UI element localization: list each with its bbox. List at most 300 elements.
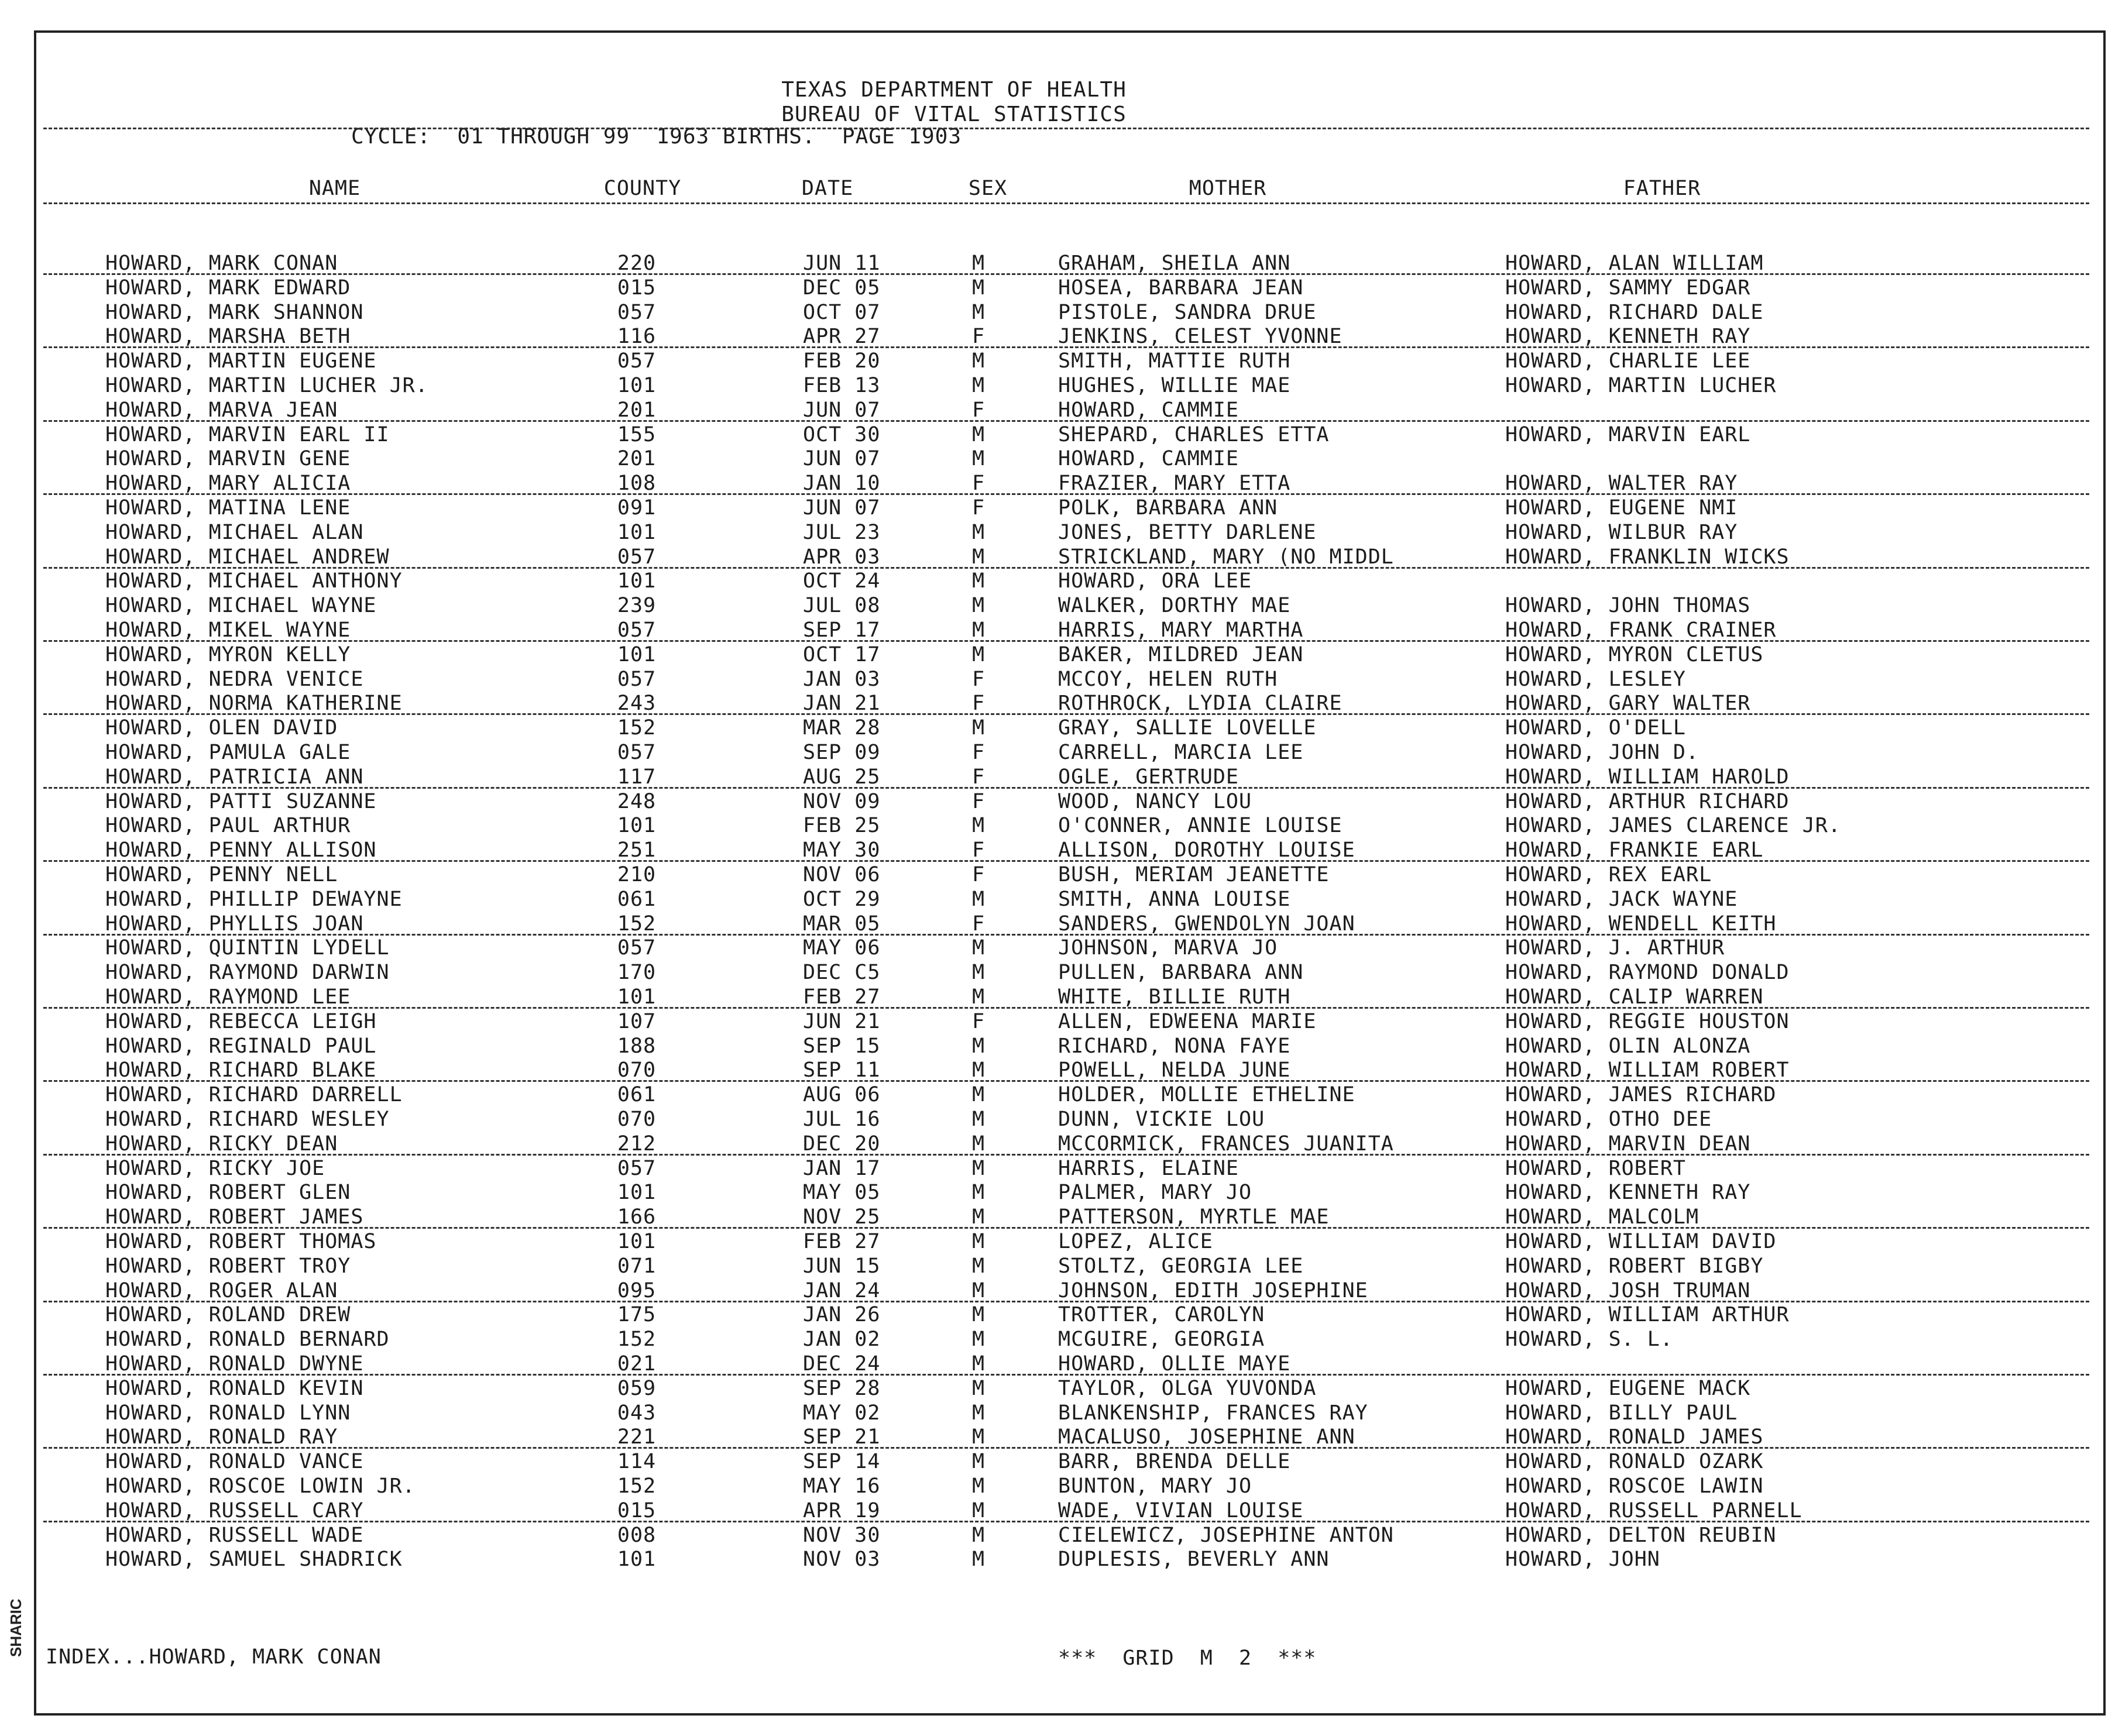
record-date: OCT 30 xyxy=(803,422,881,446)
record-sex: F xyxy=(971,741,986,764)
record-county: 239 xyxy=(617,594,657,618)
record-sex: M xyxy=(971,716,986,740)
record-date: FEB 27 xyxy=(803,1230,881,1253)
record-name: HOWARD, MARVA JEAN xyxy=(105,398,338,422)
record-date: MAY 16 xyxy=(803,1474,881,1498)
record-mother: FRAZIER, MARY ETTA xyxy=(1058,472,1291,496)
record-sex: M xyxy=(971,1254,986,1278)
record-mother: CARRELL, MARCIA LEE xyxy=(1058,741,1304,764)
record-mother: SMITH, ANNA LOUISE xyxy=(1058,887,1291,911)
header-rule xyxy=(43,128,2089,129)
record-sex: M xyxy=(971,1132,986,1156)
record-father: HOWARD, CALIP WARREN xyxy=(1505,985,1764,1009)
record-name: HOWARD, MARVIN GENE xyxy=(105,447,351,471)
record-name: HOWARD, MARTIN EUGENE xyxy=(105,349,377,373)
record-mother: HOWARD, CAMMIE xyxy=(1058,398,1240,422)
record-mother: HUGHES, WILLIE MAE xyxy=(1058,374,1291,397)
record-name: HOWARD, ROLAND DREW xyxy=(105,1303,351,1327)
record-mother: ALLEN, EDWEENA MARIE xyxy=(1058,1009,1317,1033)
record-name: HOWARD, ROBERT THOMAS xyxy=(105,1230,377,1253)
record-name: HOWARD, MICHAEL ANTHONY xyxy=(105,569,403,593)
record-mother: BARR, BRENDA DELLE xyxy=(1058,1450,1291,1474)
record-county: 117 xyxy=(617,765,657,789)
record-father: HOWARD, ROBERT BIGBY xyxy=(1505,1254,1764,1278)
record-sex: M xyxy=(971,642,986,666)
row-group-rule xyxy=(43,1080,2089,1082)
record-date: NOV 06 xyxy=(803,863,881,886)
record-name: HOWARD, MYRON KELLY xyxy=(105,642,351,666)
record-mother: MACALUSO, JOSEPHINE ANN xyxy=(1058,1425,1355,1449)
record-county: 175 xyxy=(617,1303,657,1327)
record-father: HOWARD, JAMES CLARENCE JR. xyxy=(1505,814,1841,838)
record-father: HOWARD, RONALD OZARK xyxy=(1505,1450,1764,1474)
record-mother: MCCORMICK, FRANCES JUANITA xyxy=(1058,1132,1394,1156)
record-date: JAN 21 xyxy=(803,692,881,716)
record-name: HOWARD, RONALD DWYNE xyxy=(105,1352,364,1376)
record-name: HOWARD, PATRICIA ANN xyxy=(105,765,364,789)
col-header-county: COUNTY xyxy=(603,177,682,200)
record-father: HOWARD, MARTIN LUCHER xyxy=(1505,374,1777,397)
record-date: OCT 29 xyxy=(803,887,881,911)
record-date: JUN 07 xyxy=(803,496,881,520)
record-mother: STRICKLAND, MARY (NO MIDDL xyxy=(1058,545,1394,569)
record-sex: M xyxy=(971,1205,986,1229)
record-father: HOWARD, DELTON REUBIN xyxy=(1505,1523,1777,1547)
record-sex: M xyxy=(971,422,986,446)
record-sex: M xyxy=(971,374,986,397)
row-group-rule xyxy=(43,493,2089,495)
record-father: HOWARD, O'DELL xyxy=(1505,716,1687,740)
record-county: 114 xyxy=(617,1450,657,1474)
row-group-rule xyxy=(43,1521,2089,1522)
record-mother: MCCOY, HELEN RUTH xyxy=(1058,667,1278,691)
record-sex: M xyxy=(971,1425,986,1449)
record-sex: M xyxy=(971,814,986,838)
record-date: DEC 05 xyxy=(803,276,881,300)
grid-line: *** GRID M 2 *** xyxy=(1058,1646,1317,1670)
record-county: 101 xyxy=(617,642,657,666)
record-county: 101 xyxy=(617,569,657,593)
record-sex: M xyxy=(971,961,986,985)
record-sex: M xyxy=(971,1278,986,1302)
record-sex: M xyxy=(971,1328,986,1352)
record-name: HOWARD, MARSHA BETH xyxy=(105,325,351,349)
record-father: HOWARD, MALCOLM xyxy=(1505,1205,1699,1229)
record-sex: M xyxy=(971,1058,986,1082)
record-date: SEP 14 xyxy=(803,1450,881,1474)
record-name: HOWARD, RONALD KEVIN xyxy=(105,1376,364,1400)
record-date: JAN 17 xyxy=(803,1156,881,1180)
record-date: AUG 06 xyxy=(803,1083,881,1107)
record-father: HOWARD, WILLIAM DAVID xyxy=(1505,1230,1777,1253)
record-date: FEB 25 xyxy=(803,814,881,838)
record-mother: JOHNSON, MARVA JO xyxy=(1058,936,1278,960)
record-county: 248 xyxy=(617,789,657,813)
record-date: SEP 09 xyxy=(803,741,881,764)
record-mother: HOWARD, CAMMIE xyxy=(1058,447,1240,471)
record-mother: BUSH, MERIAM JEANETTE xyxy=(1058,863,1330,886)
record-date: FEB 13 xyxy=(803,374,881,397)
record-county: 210 xyxy=(617,863,657,886)
side-label: SHARIC xyxy=(7,1599,25,1657)
record-mother: ALLISON, DOROTHY LOUISE xyxy=(1058,838,1355,862)
record-name: HOWARD, MICHAEL ANDREW xyxy=(105,545,390,569)
record-name: HOWARD, RAYMOND DARWIN xyxy=(105,961,390,985)
record-mother: PALMER, MARY JO xyxy=(1058,1181,1252,1205)
record-father: HOWARD, S. L. xyxy=(1505,1328,1673,1352)
row-group-rule xyxy=(43,273,2089,275)
record-name: HOWARD, MARK CONAN xyxy=(105,252,338,275)
record-mother: ROTHROCK, LYDIA CLAIRE xyxy=(1058,692,1343,716)
record-date: JAN 03 xyxy=(803,667,881,691)
col-header-name: NAME xyxy=(308,177,361,200)
record-sex: F xyxy=(971,838,986,862)
record-county: 101 xyxy=(617,1230,657,1253)
record-date: SEP 17 xyxy=(803,618,881,642)
record-county: 057 xyxy=(617,936,657,960)
record-mother: HARRIS, ELAINE xyxy=(1058,1156,1240,1180)
record-name: HOWARD, OLEN DAVID xyxy=(105,716,338,740)
record-county: 057 xyxy=(617,300,657,324)
record-date: APR 27 xyxy=(803,325,881,349)
record-name: HOWARD, MICHAEL WAYNE xyxy=(105,594,377,618)
record-county: 201 xyxy=(617,447,657,471)
record-county: 220 xyxy=(617,252,657,275)
record-mother: LOPEZ, ALICE xyxy=(1058,1230,1213,1253)
record-name: HOWARD, PAMULA GALE xyxy=(105,741,351,764)
record-father: HOWARD, FRANKLIN WICKS xyxy=(1505,545,1790,569)
record-father: HOWARD, WILBUR RAY xyxy=(1505,520,1738,544)
record-county: 152 xyxy=(617,1328,657,1352)
record-father: HOWARD, REGGIE HOUSTON xyxy=(1505,1009,1790,1033)
record-sex: M xyxy=(971,569,986,593)
record-father: HOWARD, ROBERT xyxy=(1505,1156,1687,1180)
record-sex: M xyxy=(971,1108,986,1131)
record-mother: WHITE, BILLIE RUTH xyxy=(1058,985,1291,1009)
record-father: HOWARD, EUGENE NMI xyxy=(1505,496,1738,520)
record-mother: SHEPARD, CHARLES ETTA xyxy=(1058,422,1330,446)
record-county: 170 xyxy=(617,961,657,985)
record-sex: M xyxy=(971,1156,986,1180)
record-mother: OGLE, GERTRUDE xyxy=(1058,765,1240,789)
record-county: 101 xyxy=(617,520,657,544)
record-date: AUG 25 xyxy=(803,765,881,789)
record-father: HOWARD, WALTER RAY xyxy=(1505,472,1738,496)
record-county: 152 xyxy=(617,1474,657,1498)
record-father: HOWARD, FRANK CRAINER xyxy=(1505,618,1777,642)
row-group-rule xyxy=(43,420,2089,422)
record-county: 008 xyxy=(617,1523,657,1547)
cycle-line: CYCLE: 01 THROUGH 99 1963 BIRTHS. PAGE 1903 xyxy=(351,125,962,149)
record-sex: F xyxy=(971,325,986,349)
record-date: JUN 07 xyxy=(803,398,881,422)
record-name: HOWARD, PAUL ARTHUR xyxy=(105,814,351,838)
column-header-rule xyxy=(43,202,2089,204)
record-name: HOWARD, REGINALD PAUL xyxy=(105,1034,377,1058)
record-date: NOV 30 xyxy=(803,1523,881,1547)
record-date: JUL 23 xyxy=(803,520,881,544)
record-father: HOWARD, GARY WALTER xyxy=(1505,692,1751,716)
record-mother: TROTTER, CAROLYN xyxy=(1058,1303,1265,1327)
record-date: JUL 08 xyxy=(803,594,881,618)
record-father: HOWARD, FRANKIE EARL xyxy=(1505,838,1764,862)
record-name: HOWARD, MARVIN EARL II xyxy=(105,422,390,446)
record-date: MAR 05 xyxy=(803,912,881,936)
row-group-rule xyxy=(43,713,2089,715)
record-name: HOWARD, RONALD BERNARD xyxy=(105,1328,390,1352)
record-sex: F xyxy=(971,1009,986,1033)
record-mother: JENKINS, CELEST YVONNE xyxy=(1058,325,1343,349)
record-name: HOWARD, ROSCOE LOWIN JR. xyxy=(105,1474,416,1498)
col-header-sex: SEX xyxy=(968,177,1008,200)
record-father: HOWARD, MYRON CLETUS xyxy=(1505,642,1764,666)
record-county: 057 xyxy=(617,741,657,764)
record-date: NOV 03 xyxy=(803,1548,881,1572)
record-sex: F xyxy=(971,789,986,813)
record-county: 071 xyxy=(617,1254,657,1278)
record-name: HOWARD, MARTIN LUCHER JR. xyxy=(105,374,428,397)
record-county: 057 xyxy=(617,667,657,691)
record-date: OCT 17 xyxy=(803,642,881,666)
record-date: APR 03 xyxy=(803,545,881,569)
record-name: HOWARD, RICKY JOE xyxy=(105,1156,325,1180)
record-father: HOWARD, RONALD JAMES xyxy=(1505,1425,1764,1449)
record-name: HOWARD, ROGER ALAN xyxy=(105,1278,338,1302)
record-name: HOWARD, REBECCA LEIGH xyxy=(105,1009,377,1033)
record-sex: M xyxy=(971,1303,986,1327)
record-county: 212 xyxy=(617,1132,657,1156)
record-mother: HOSEA, BARBARA JEAN xyxy=(1058,276,1304,300)
record-father: HOWARD, LESLEY xyxy=(1505,667,1687,691)
record-mother: POLK, BARBARA ANN xyxy=(1058,496,1278,520)
record-county: 061 xyxy=(617,887,657,911)
record-county: 070 xyxy=(617,1108,657,1131)
record-sex: M xyxy=(971,1230,986,1253)
record-county: 057 xyxy=(617,618,657,642)
record-sex: M xyxy=(971,349,986,373)
record-name: HOWARD, PHYLLIS JOAN xyxy=(105,912,364,936)
record-name: HOWARD, PATTI SUZANNE xyxy=(105,789,377,813)
record-date: JAN 10 xyxy=(803,472,881,496)
record-mother: WOOD, NANCY LOU xyxy=(1058,789,1252,813)
record-county: 015 xyxy=(617,1498,657,1522)
record-sex: M xyxy=(971,1352,986,1376)
row-group-rule xyxy=(43,1374,2089,1376)
record-father: HOWARD, JOHN THOMAS xyxy=(1505,594,1751,618)
record-father: HOWARD, RAYMOND DONALD xyxy=(1505,961,1790,985)
record-county: 057 xyxy=(617,349,657,373)
row-group-rule xyxy=(43,787,2089,789)
row-group-rule xyxy=(43,934,2089,936)
record-name: HOWARD, RAYMOND LEE xyxy=(105,985,351,1009)
record-name: HOWARD, MIKEL WAYNE xyxy=(105,618,351,642)
record-sex: M xyxy=(971,545,986,569)
record-county: 188 xyxy=(617,1034,657,1058)
record-date: APR 19 xyxy=(803,1498,881,1522)
record-county: 201 xyxy=(617,398,657,422)
record-sex: M xyxy=(971,1401,986,1425)
record-father: HOWARD, REX EARL xyxy=(1505,863,1712,886)
record-mother: JONES, BETTY DARLENE xyxy=(1058,520,1317,544)
record-sex: M xyxy=(971,594,986,618)
record-name: HOWARD, QUINTIN LYDELL xyxy=(105,936,390,960)
record-sex: M xyxy=(971,1498,986,1522)
record-father: HOWARD, OTHO DEE xyxy=(1505,1108,1712,1131)
record-date: FEB 20 xyxy=(803,349,881,373)
record-name: HOWARD, ROBERT GLEN xyxy=(105,1181,351,1205)
row-group-rule xyxy=(43,1447,2089,1449)
record-mother: JOHNSON, EDITH JOSEPHINE xyxy=(1058,1278,1368,1302)
record-county: 101 xyxy=(617,1548,657,1572)
record-father: HOWARD, BILLY PAUL xyxy=(1505,1401,1738,1425)
record-county: 059 xyxy=(617,1376,657,1400)
record-mother: DUPLESIS, BEVERLY ANN xyxy=(1058,1548,1330,1572)
col-header-father: FATHER xyxy=(1623,177,1701,200)
record-mother: O'CONNER, ANNIE LOUISE xyxy=(1058,814,1343,838)
record-sex: M xyxy=(971,252,986,275)
record-sex: F xyxy=(971,863,986,886)
record-county: 043 xyxy=(617,1401,657,1425)
record-father: HOWARD, WILLIAM ROBERT xyxy=(1505,1058,1790,1082)
record-sex: M xyxy=(971,1523,986,1547)
record-sex: M xyxy=(971,300,986,324)
index-line: INDEX...HOWARD, MARK CONAN xyxy=(46,1645,382,1669)
record-father: HOWARD, JAMES RICHARD xyxy=(1505,1083,1777,1107)
record-father: HOWARD, CHARLIE LEE xyxy=(1505,349,1751,373)
record-father: HOWARD, RUSSELL PARNELL xyxy=(1505,1498,1802,1522)
record-date: SEP 15 xyxy=(803,1034,881,1058)
record-mother: PATTERSON, MYRTLE MAE xyxy=(1058,1205,1330,1229)
record-name: HOWARD, MICHAEL ALAN xyxy=(105,520,364,544)
record-date: NOV 09 xyxy=(803,789,881,813)
record-mother: MCGUIRE, GEORGIA xyxy=(1058,1328,1265,1352)
agency-title: TEXAS DEPARTMENT OF HEALTH xyxy=(781,78,1127,102)
record-sex: M xyxy=(971,618,986,642)
record-name: HOWARD, RUSSELL WADE xyxy=(105,1523,364,1547)
row-group-rule xyxy=(43,346,2089,348)
record-sex: F xyxy=(971,472,986,496)
record-date: JUN 21 xyxy=(803,1009,881,1033)
record-sex: F xyxy=(971,692,986,716)
record-mother: DUNN, VICKIE LOU xyxy=(1058,1108,1265,1131)
record-county: 021 xyxy=(617,1352,657,1376)
record-date: JAN 02 xyxy=(803,1328,881,1352)
record-sex: M xyxy=(971,936,986,960)
record-sex: F xyxy=(971,496,986,520)
record-county: 152 xyxy=(617,716,657,740)
record-sex: M xyxy=(971,1450,986,1474)
record-date: JUN 07 xyxy=(803,447,881,471)
row-group-rule xyxy=(43,1227,2089,1229)
record-sex: M xyxy=(971,887,986,911)
col-header-mother: MOTHER xyxy=(1189,177,1267,200)
record-date: JUN 15 xyxy=(803,1254,881,1278)
record-county: 101 xyxy=(617,374,657,397)
record-father: HOWARD, KENNETH RAY xyxy=(1505,1181,1751,1205)
record-mother: TAYLOR, OLGA YUVONDA xyxy=(1058,1376,1317,1400)
record-sex: M xyxy=(971,1034,986,1058)
record-father: HOWARD, ALAN WILLIAM xyxy=(1505,252,1764,275)
record-father: HOWARD, RICHARD DALE xyxy=(1505,300,1764,324)
record-father: HOWARD, KENNETH RAY xyxy=(1505,325,1751,349)
record-date: DEC C5 xyxy=(803,961,881,985)
record-county: 015 xyxy=(617,276,657,300)
record-mother: WADE, VIVIAN LOUISE xyxy=(1058,1498,1304,1522)
record-name: HOWARD, NORMA KATHERINE xyxy=(105,692,403,716)
record-name: HOWARD, RONALD RAY xyxy=(105,1425,338,1449)
record-date: DEC 20 xyxy=(803,1132,881,1156)
row-group-rule xyxy=(43,567,2089,569)
record-father: HOWARD, J. ARTHUR xyxy=(1505,936,1725,960)
record-name: HOWARD, RICKY DEAN xyxy=(105,1132,338,1156)
record-county: 057 xyxy=(617,1156,657,1180)
record-sex: F xyxy=(971,667,986,691)
record-father: HOWARD, ROSCOE LAWIN xyxy=(1505,1474,1764,1498)
record-date: MAY 30 xyxy=(803,838,881,862)
record-date: DEC 24 xyxy=(803,1352,881,1376)
record-county: 155 xyxy=(617,422,657,446)
record-father: HOWARD, OLIN ALONZA xyxy=(1505,1034,1751,1058)
record-father: HOWARD, JOHN xyxy=(1505,1548,1660,1572)
record-name: HOWARD, PENNY NELL xyxy=(105,863,338,886)
record-mother: HOWARD, OLLIE MAYE xyxy=(1058,1352,1291,1376)
record-mother: SANDERS, GWENDOLYN JOAN xyxy=(1058,912,1355,936)
record-name: HOWARD, PHILLIP DEWAYNE xyxy=(105,887,403,911)
record-sex: M xyxy=(971,1548,986,1572)
record-name: HOWARD, MARY ALICIA xyxy=(105,472,351,496)
record-father: HOWARD, WILLIAM ARTHUR xyxy=(1505,1303,1790,1327)
record-date: MAY 02 xyxy=(803,1401,881,1425)
record-date: OCT 24 xyxy=(803,569,881,593)
record-father: HOWARD, JACK WAYNE xyxy=(1505,887,1738,911)
record-county: 101 xyxy=(617,814,657,838)
record-mother: WALKER, DORTHY MAE xyxy=(1058,594,1291,618)
record-name: HOWARD, RONALD VANCE xyxy=(105,1450,364,1474)
record-father: HOWARD, SAMMY EDGAR xyxy=(1505,276,1751,300)
record-name: HOWARD, ROBERT JAMES xyxy=(105,1205,364,1229)
record-county: 107 xyxy=(617,1009,657,1033)
record-name: HOWARD, RICHARD WESLEY xyxy=(105,1108,390,1131)
row-group-rule xyxy=(43,1301,2089,1302)
record-father: HOWARD, JOSH TRUMAN xyxy=(1505,1278,1751,1302)
record-date: NOV 25 xyxy=(803,1205,881,1229)
row-group-rule xyxy=(43,860,2089,862)
record-name: HOWARD, RICHARD DARRELL xyxy=(105,1083,403,1107)
record-sex: F xyxy=(971,765,986,789)
record-mother: POWELL, NELDA JUNE xyxy=(1058,1058,1291,1082)
record-father: HOWARD, MARVIN EARL xyxy=(1505,422,1751,446)
record-mother: PISTOLE, SANDRA DRUE xyxy=(1058,300,1317,324)
record-sex: M xyxy=(971,276,986,300)
record-date: JUN 11 xyxy=(803,252,881,275)
record-father: HOWARD, WENDELL KEITH xyxy=(1505,912,1777,936)
record-county: 070 xyxy=(617,1058,657,1082)
record-name: HOWARD, ROBERT TROY xyxy=(105,1254,351,1278)
record-date: JAN 26 xyxy=(803,1303,881,1327)
record-county: 108 xyxy=(617,472,657,496)
record-date: MAR 28 xyxy=(803,716,881,740)
record-date: MAY 05 xyxy=(803,1181,881,1205)
record-date: JUL 16 xyxy=(803,1108,881,1131)
record-mother: GRAHAM, SHEILA ANN xyxy=(1058,252,1291,275)
record-sex: F xyxy=(971,912,986,936)
record-name: HOWARD, SAMUEL SHADRICK xyxy=(105,1548,403,1572)
record-name: HOWARD, MARK EDWARD xyxy=(105,276,351,300)
record-county: 101 xyxy=(617,985,657,1009)
record-date: MAY 06 xyxy=(803,936,881,960)
record-sex: M xyxy=(971,1376,986,1400)
record-county: 095 xyxy=(617,1278,657,1302)
